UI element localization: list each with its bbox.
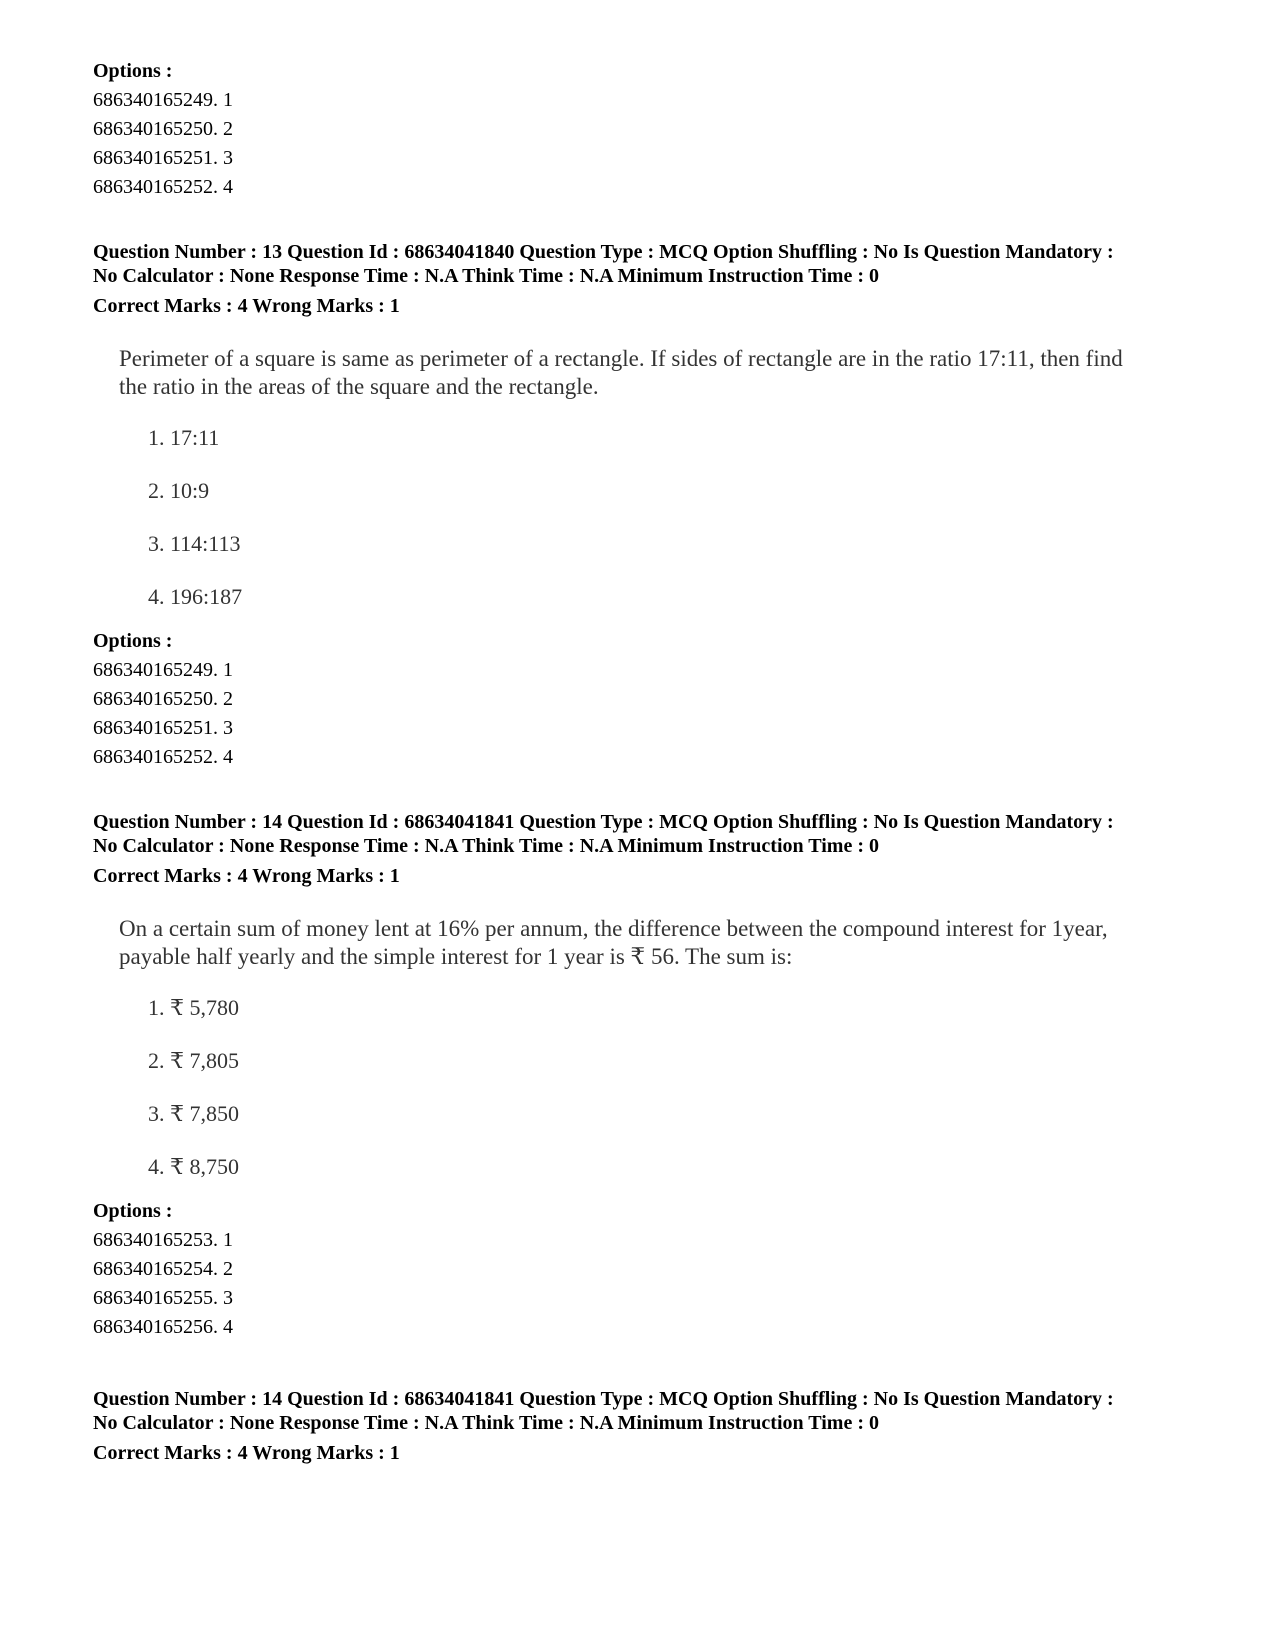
question-text-line-2: payable half yearly and the simple interest for 1 year is ₹ 56. The sum is: <box>119 944 793 969</box>
question-14-options <box>93 1197 1193 1342</box>
question-14-choice-3: 3. ₹ 7,850 <box>148 1101 239 1126</box>
options-label: Options : <box>93 630 173 652</box>
option-id-line: 686340165254. 2 <box>93 1258 233 1280</box>
question-meta-line-1: Question Number : 14 Question Id : 68634041841 Question Type : MCQ Option Shuffling : No Is Question Mandatory : <box>93 1388 1114 1410</box>
question-meta-line-2: No Calculator : None Response Time : N.A Think Time : N.A Minimum Instruction Time : 0 <box>93 1412 879 1434</box>
question-text-line-2: the ratio in the areas of the square and the rectangle. <box>119 374 599 399</box>
question-13-choice-2: 2. 10:9 <box>148 478 210 503</box>
question-meta-line-1: Question Number : 13 Question Id : 68634041840 Question Type : MCQ Option Shuffling : No Is Question Mandatory : <box>93 241 1114 263</box>
option-id-line: 686340165253. 1 <box>93 1229 233 1251</box>
question-13-choice-4: 4. 196:187 <box>148 584 243 609</box>
question-text-line-1: On a certain sum of money lent at 16% per annum, the difference between the compound interest for 1year, <box>119 916 1108 941</box>
question-14-choice-4: 4. ₹ 8,750 <box>148 1154 239 1179</box>
question-14-choice-1: 1. ₹ 5,780 <box>148 995 239 1020</box>
option-id-line: 686340165256. 4 <box>93 1316 233 1338</box>
question-marks: Correct Marks : 4 Wrong Marks : 1 <box>93 295 400 317</box>
question-14-header <box>93 810 1193 890</box>
question-14-text <box>119 915 1199 971</box>
question-13-options <box>93 627 1193 772</box>
option-id-line: 686340165250. 2 <box>93 118 233 140</box>
question-meta-line-2: No Calculator : None Response Time : N.A Think Time : N.A Minimum Instruction Time : 0 <box>93 835 879 857</box>
question-13-header <box>93 240 1193 320</box>
options-label: Options : <box>93 1200 173 1222</box>
question-marks: Correct Marks : 4 Wrong Marks : 1 <box>93 1442 400 1464</box>
options-block-top <box>93 57 1193 202</box>
option-id-line: 686340165251. 3 <box>93 147 233 169</box>
option-id-line: 686340165255. 3 <box>93 1287 233 1309</box>
question-14-repeat-header <box>93 1387 1193 1467</box>
option-id-line: 686340165250. 2 <box>93 688 233 710</box>
option-id-line: 686340165249. 1 <box>93 89 233 111</box>
option-id-line: 686340165252. 4 <box>93 746 233 768</box>
option-id-line: 686340165251. 3 <box>93 717 233 739</box>
question-13-choice-1: 1. 17:11 <box>148 425 220 450</box>
question-14-choice-2: 2. ₹ 7,805 <box>148 1048 239 1073</box>
option-id-line: 686340165252. 4 <box>93 176 233 198</box>
question-marks: Correct Marks : 4 Wrong Marks : 1 <box>93 865 400 887</box>
option-id-line: 686340165249. 1 <box>93 659 233 681</box>
question-text-line-1: Perimeter of a square is same as perimeter of a rectangle. If sides of rectangle are in the ratio 17:11, then find <box>119 346 1123 371</box>
question-13-choice-3: 3. 114:113 <box>148 531 241 556</box>
question-meta-line-2: No Calculator : None Response Time : N.A Think Time : N.A Minimum Instruction Time : 0 <box>93 265 879 287</box>
question-meta-line-1: Question Number : 14 Question Id : 68634041841 Question Type : MCQ Option Shuffling : No Is Question Mandatory : <box>93 811 1114 833</box>
question-13-text <box>119 345 1199 401</box>
options-label: Options : <box>93 60 173 82</box>
